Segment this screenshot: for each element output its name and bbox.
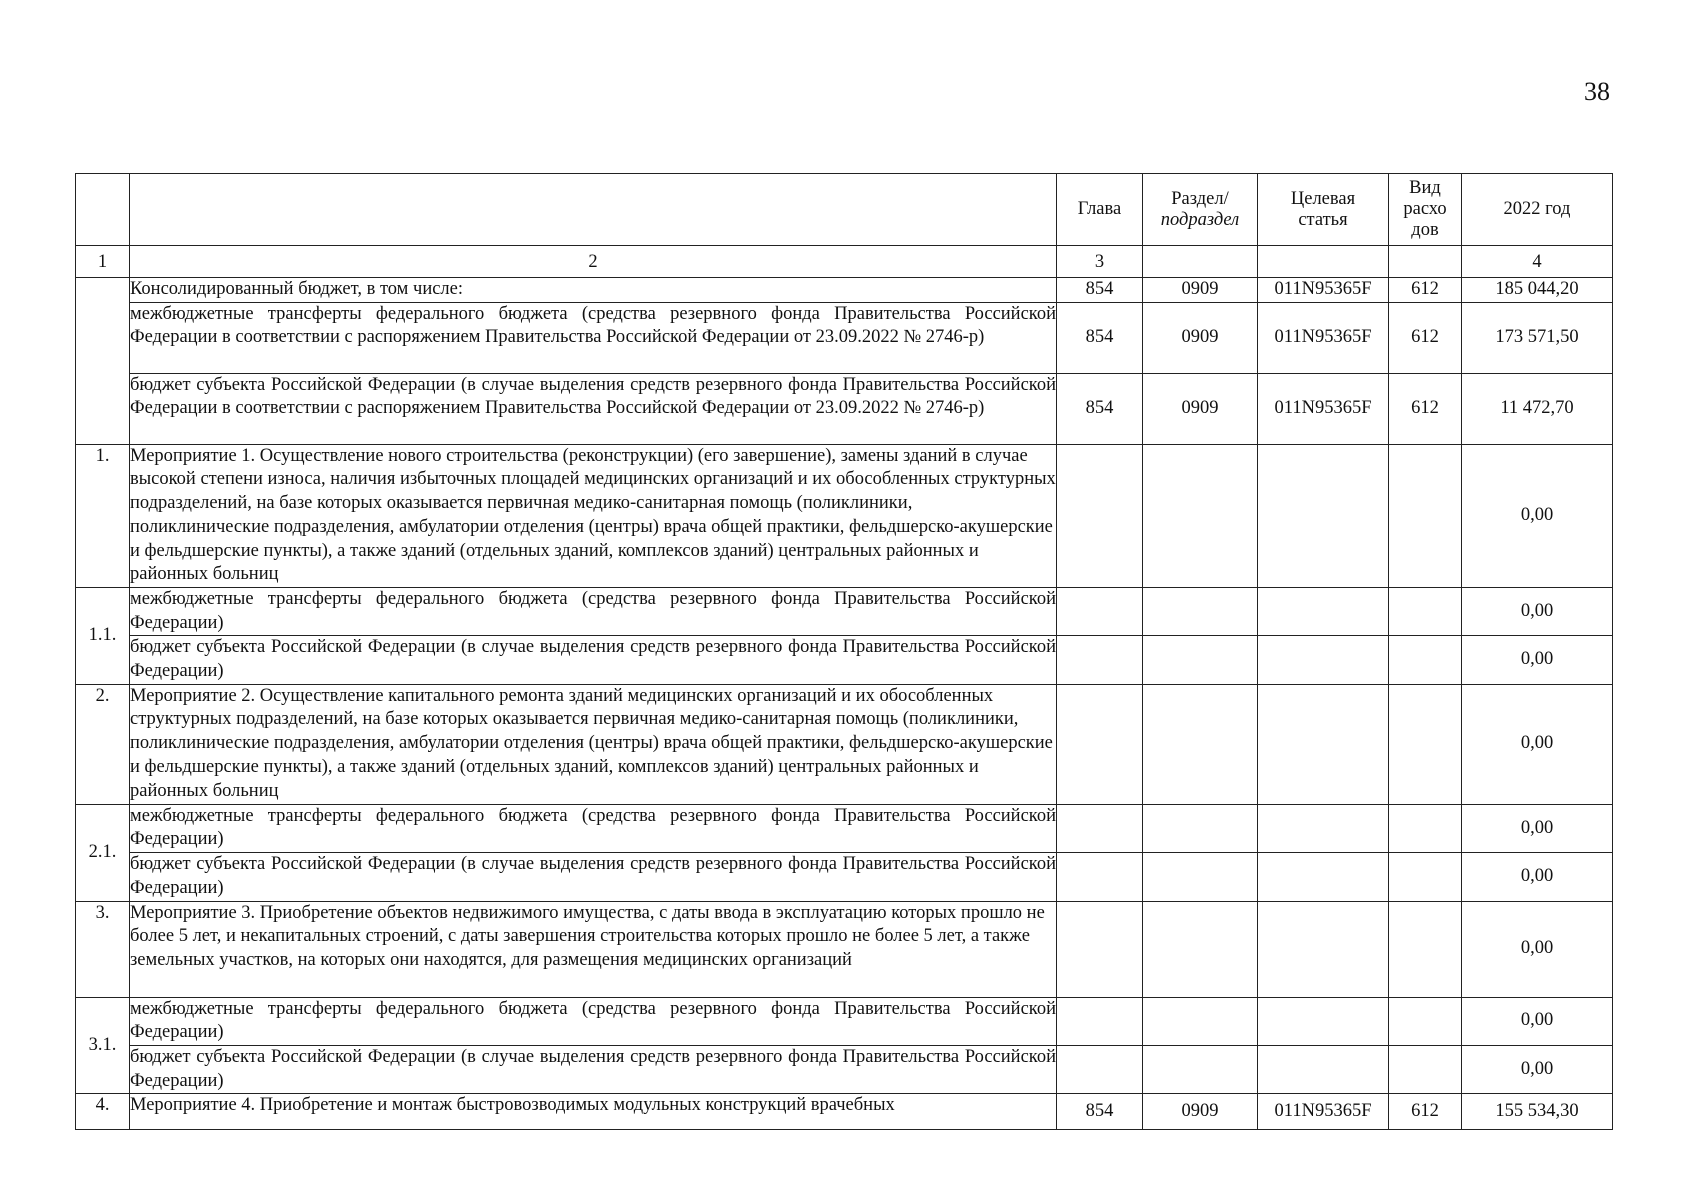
cell-amount: 0,00 [1462,997,1613,1045]
cell-vid: 612 [1389,278,1462,303]
cell-glava [1057,901,1143,997]
index-cell [1143,246,1258,278]
cell-razdel [1143,587,1258,635]
cell-celevaya [1258,901,1389,997]
cell-celevaya: 011N95365F [1258,278,1389,303]
row-text: бюджет субъекта Российской Федерации (в случае выделения средств резервного фонда Правительства Российской Федерации) [130,1045,1057,1093]
cell-razdel: 0909 [1143,373,1258,444]
cell-celevaya [1258,804,1389,852]
cell-amount: 185 044,20 [1462,278,1613,303]
row-number: 3.1. [76,997,130,1094]
cell-razdel: 0909 [1143,1094,1258,1130]
header-celevaya [1258,174,1389,246]
cell-vid [1389,997,1462,1045]
row-number: 4. [76,1094,130,1130]
row-number: 3. [76,901,130,997]
cell-razdel [1143,636,1258,684]
table-row [76,804,1613,852]
cell-glava [1057,587,1143,635]
row-text: бюджет субъекта Российской Федерации (в случае выделения средств резервного фонда Правительства Российской Федерации) [130,636,1057,684]
row-text: межбюджетные трансферты федерального бюджета (средства резервного фонда Правительства Российской Федерации) [130,587,1057,635]
table-row [76,587,1613,635]
header-vid [1389,174,1462,246]
row-text: межбюджетные трансферты федерального бюджета (средства резервного фонда Правительства Российской Федерации в соответствии с распоряжением Правительства Российской Федерации от 23.09.2022 № 2746-р) [130,302,1057,373]
header-vid-line1: Вид [1409,178,1441,198]
header-razdel-line1: Раздел/ [1171,188,1229,209]
table-row [76,1094,1613,1130]
cell-vid [1389,636,1462,684]
table-row [76,901,1613,997]
header-celevaya-line2: статья [1298,209,1348,230]
cell-vid: 612 [1389,1094,1462,1130]
cell-amount: 0,00 [1462,901,1613,997]
cell-amount: 0,00 [1462,636,1613,684]
table-row [76,278,1613,303]
row-number [76,278,130,445]
table-row [76,684,1613,804]
table-row [76,1045,1613,1093]
cell-glava: 854 [1057,1094,1143,1130]
table-row [76,853,1613,901]
cell-glava: 854 [1057,278,1143,303]
row-text: Мероприятие 2. Осуществление капитального ремонта зданий медицинских организаций и их обособленных структурных подразделений, на базе которых оказывается первичная медико-санитарная помощь (поликлиники, поликлинические подразделения, амбулатории отделения (центры) врача общей практики, фельдшерско-акушерские и фельдшерские пункты), а также зданий (отдельных зданий, комплексов зданий) центральных районных и районных больниц [130,684,1057,804]
cell-vid: 612 [1389,373,1462,444]
budget-table [75,173,1613,1130]
row-text: межбюджетные трансферты федерального бюджета (средства резервного фонда Правительства Российской Федерации) [130,997,1057,1045]
cell-celevaya: 011N95365F [1258,1094,1389,1130]
index-cell [1389,246,1462,278]
cell-celevaya: 011N95365F [1258,302,1389,373]
cell-amount: 0,00 [1462,587,1613,635]
row-number: 2.1. [76,804,130,901]
table-row [76,444,1613,587]
cell-razdel [1143,804,1258,852]
index-cell: 3 [1057,246,1143,278]
cell-amount: 0,00 [1462,853,1613,901]
index-cell: 2 [130,246,1057,278]
cell-glava: 854 [1057,302,1143,373]
index-cell: 4 [1462,246,1613,278]
index-cell [1258,246,1389,278]
cell-celevaya [1258,587,1389,635]
cell-glava [1057,1045,1143,1093]
index-cell: 1 [76,246,130,278]
cell-vid [1389,444,1462,587]
cell-razdel [1143,997,1258,1045]
cell-razdel [1143,1045,1258,1093]
cell-vid: 612 [1389,302,1462,373]
index-row [76,246,1613,278]
table-row [76,636,1613,684]
row-text: Консолидированный бюджет, в том числе: [130,278,1057,303]
header-razdel [1143,174,1258,246]
cell-vid [1389,684,1462,804]
cell-amount: 0,00 [1462,444,1613,587]
header-col-name [130,174,1057,246]
table-row [76,997,1613,1045]
cell-glava [1057,444,1143,587]
cell-glava [1057,997,1143,1045]
cell-amount: 173 571,50 [1462,302,1613,373]
cell-amount: 0,00 [1462,1045,1613,1093]
cell-razdel [1143,853,1258,901]
table-row [76,373,1613,444]
cell-glava [1057,804,1143,852]
header-vid-line2: расхо [1403,199,1447,219]
cell-vid [1389,1045,1462,1093]
cell-amount: 11 472,70 [1462,373,1613,444]
cell-glava [1057,636,1143,684]
table-row [76,302,1613,373]
header-col-num [76,174,130,246]
cell-celevaya [1258,1045,1389,1093]
cell-razdel: 0909 [1143,302,1258,373]
cell-glava: 854 [1057,373,1143,444]
row-text: бюджет субъекта Российской Федерации (в случае выделения средств резервного фонда Правительства Российской Федерации в соответствии с распоряжением Правительства Российской Федерации от 23.09.2022 № 2746-р) [130,373,1057,444]
cell-celevaya: 011N95365F [1258,373,1389,444]
cell-razdel: 0909 [1143,278,1258,303]
header-celevaya-line1: Целевая [1290,188,1356,209]
row-number: 2. [76,684,130,804]
cell-glava [1057,853,1143,901]
row-text: Мероприятие 1. Осуществление нового строительства (реконструкции) (его завершение), замены зданий в случае высокой степени износа, наличия избыточных площадей медицинских организаций и их обособленных структурных подразделений, на базе которых оказывается первичная медико-санитарная помощь (поликлиники, поликлинические подразделения, амбулатории отделения (центры) врача общей практики, фельдшерско-акушерские и фельдшерские пункты), а также зданий (отдельных зданий, комплексов зданий) центральных районных и районных больниц [130,444,1057,587]
header-year: 2022 год [1462,174,1613,246]
cell-celevaya [1258,444,1389,587]
cell-celevaya [1258,684,1389,804]
header-razdel-line2: подраздел [1160,209,1240,230]
cell-glava [1057,684,1143,804]
row-text: Мероприятие 3. Приобретение объектов недвижимого имущества, с даты ввода в эксплуатацию которых прошло не более 5 лет, и некапитальных строений, с даты завершения строительства которых прошло не более 5 лет, а также земельных участков, на которых они находятся, для размещения медицинских организаций [130,901,1057,997]
cell-razdel [1143,684,1258,804]
cell-amount: 0,00 [1462,804,1613,852]
cell-vid [1389,853,1462,901]
cell-amount: 0,00 [1462,684,1613,804]
page-number: 38 [1584,77,1610,106]
cell-vid [1389,587,1462,635]
row-number: 1.1. [76,587,130,684]
cell-vid [1389,901,1462,997]
cell-vid [1389,804,1462,852]
header-vid-line3: дов [1411,220,1439,240]
row-text: Мероприятие 4. Приобретение и монтаж быстровозводимых модульных конструкций врачебных [130,1094,1057,1130]
cell-celevaya [1258,997,1389,1045]
row-number: 1. [76,444,130,587]
cell-amount: 155 534,30 [1462,1094,1613,1130]
header-row [76,174,1613,246]
row-text: межбюджетные трансферты федерального бюджета (средства резервного фонда Правительства Российской Федерации) [130,804,1057,852]
cell-celevaya [1258,636,1389,684]
cell-razdel [1143,444,1258,587]
header-glava: Глава [1057,174,1143,246]
cell-razdel [1143,901,1258,997]
row-text: бюджет субъекта Российской Федерации (в случае выделения средств резервного фонда Правительства Российской Федерации) [130,853,1057,901]
cell-celevaya [1258,853,1389,901]
